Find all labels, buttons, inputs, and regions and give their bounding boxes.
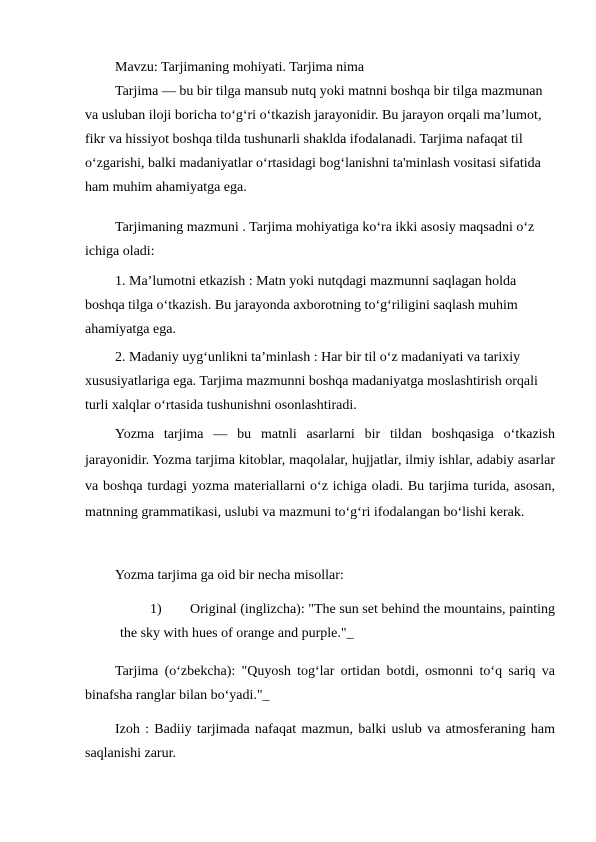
example-block [120, 598, 555, 646]
example-number: 1) [150, 602, 162, 617]
list-item-culture: 2. Madaniy uyg‘unlikni ta’minlash : Har bir til o‘z madaniyati va tarixiy xususiyatlariga ega. Tarjima mazmunni boshqa madaniyatga moslashtirish orqali turli xalqlar o‘rtasida tushunishni osonlashtiradi. [85, 350, 538, 413]
paragraph-content-intro: Tarjimaning mazmuni . Tarjima mohiyatiga ko‘ra ikki asosiy maqsadni o‘z ichiga oladi: [85, 220, 535, 259]
paragraph-definition: Tarjima — bu bir tilga mansub nutq yoki matnni boshqa bir tilga mazmunan va usluban iloji boricha to‘g‘ri o‘tkazish jarayonidir. Bu jarayon orqali ma’lumot, fikr va hissiyot boshqa tilda tushunarli shaklda ifodalanadi. Tarjima nafaqat til o‘zgarishi, balki madaniyatlar o‘rtasidagi bog‘lanishni ta'minlash vositasi sifatida ham muhim ahamiyatga ega. [85, 84, 543, 195]
example-original: Original (inglizcha): "The sun set behind the mountains, painting the sky with hues of orange and purple."_ [120, 602, 555, 641]
paragraph-written-translation: Yozma tarjima — bu matnli asarlarni bir tildan boshqasiga o‘tkazish jarayonidir. Yozma tarjima kitoblar, maqolalar, hujjatlar, ilmiy ishlar, adabiy asarlar va boshqa turdagi yozma materiallarni o‘z ichiga oladi. Bu tarjima turida, asosan, matnning grammatikasi, uslubi va mazmuni to‘g‘ri ifodalangan bo‘lishi kerak. [85, 427, 555, 520]
paragraph-examples-intro: Yozma tarjima ga oid bir necha misollar: [115, 568, 344, 583]
example-translation: Tarjima (o‘zbekcha): "Quyosh tog‘lar ortidan botdi, osmonni to‘q sariq va binafsha ranglar bilan bo‘yadi."_ [85, 664, 555, 703]
list-item-information: 1. Ma’lumotni etkazish : Matn yoki nutqdagi mazmunni saqlagan holda boshqa tilga o‘tkazish. Bu jarayonda axborotning to‘g‘riligini saqlash muhim ahamiyatga ega. [85, 274, 518, 337]
note-paragraph: Izoh : Badiiy tarjimada nafaqat mazmun, balki uslub va atmosferaning ham saqlanishi zarur. [85, 722, 555, 761]
document-title: Mavzu: Tarjimaning mohiyati. Tarjima nima [115, 60, 365, 75]
